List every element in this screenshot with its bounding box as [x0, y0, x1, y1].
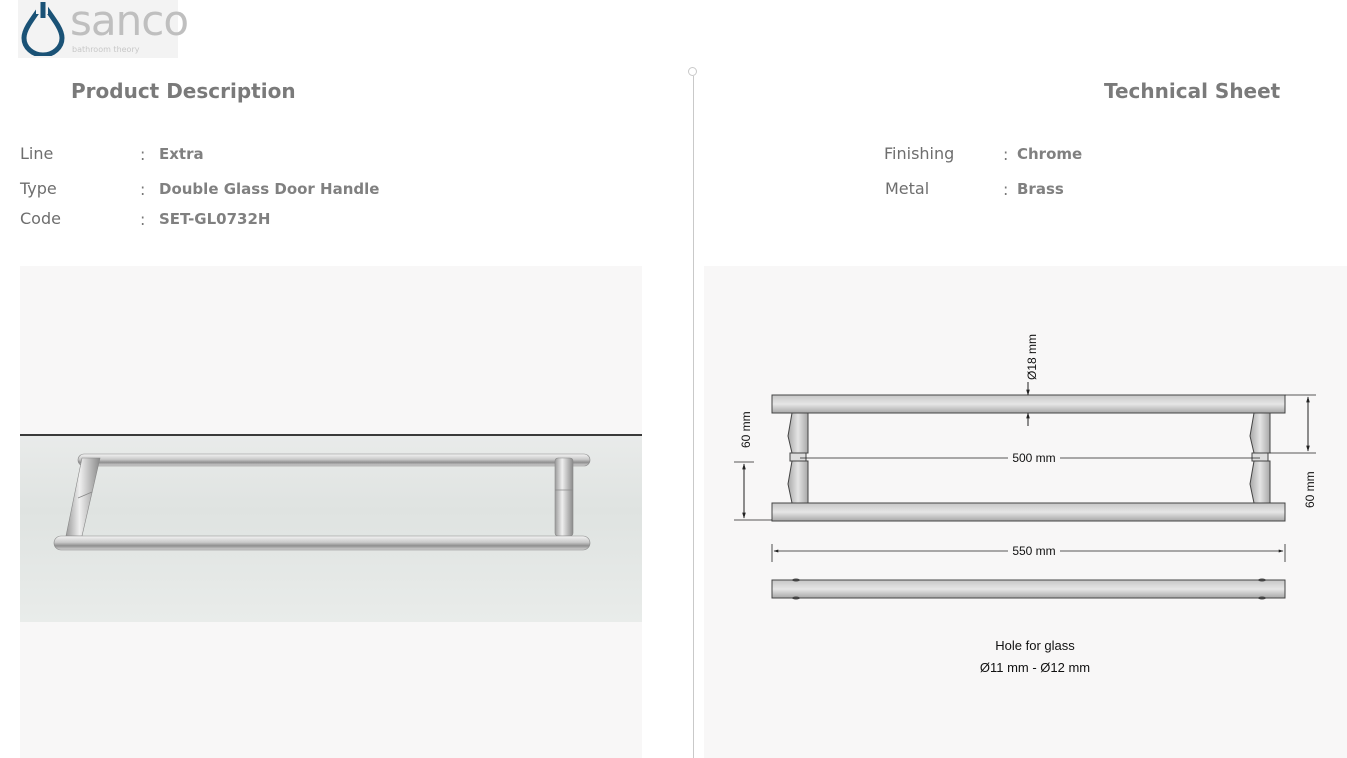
- spec-value: Brass: [1017, 180, 1064, 198]
- hole-title: Hole for glass: [995, 638, 1075, 653]
- spec-label: Line: [20, 144, 54, 163]
- handle-dimension-drawing: [704, 266, 1347, 758]
- technical-sheet-heading: Technical Sheet: [1104, 79, 1281, 103]
- diameter-label: Ø18 mm: [1025, 333, 1039, 380]
- hole-range: Ø11 mm - Ø12 mm: [979, 660, 1091, 675]
- spec-value: Chrome: [1017, 145, 1083, 163]
- technical-drawing-panel: [704, 266, 1347, 758]
- inner-length-label: 500 mm: [1012, 451, 1056, 465]
- right-height-label: 60 mm: [1303, 471, 1317, 508]
- brand-tagline: bathroom theory: [72, 45, 140, 54]
- total-length-label: 550 mm: [1012, 544, 1056, 558]
- spec-label: Type: [20, 179, 57, 198]
- center-divider: [693, 76, 694, 758]
- spec-separator: :: [140, 210, 146, 229]
- spec-value: Double Glass Door Handle: [159, 180, 380, 198]
- spec-label: Code: [20, 209, 61, 228]
- sanco-logo: [18, 0, 189, 58]
- spec-label: Finishing: [884, 144, 955, 163]
- spec-value: Extra: [159, 145, 204, 163]
- product-photo-panel: [20, 266, 642, 758]
- spec-separator: :: [140, 180, 146, 199]
- product-description-heading: Product Description: [71, 79, 296, 103]
- divider-marker: [688, 67, 697, 76]
- product-handle-image: [20, 266, 642, 758]
- spec-value: SET-GL0732H: [159, 210, 271, 228]
- left-height-label: 60 mm: [739, 411, 753, 448]
- spec-separator: :: [1003, 145, 1009, 164]
- brand-name: sanco: [70, 0, 189, 45]
- spec-label: Metal: [885, 179, 930, 198]
- spec-separator: :: [140, 145, 146, 164]
- water-drop-icon: [20, 0, 66, 56]
- spec-separator: :: [1003, 180, 1009, 199]
